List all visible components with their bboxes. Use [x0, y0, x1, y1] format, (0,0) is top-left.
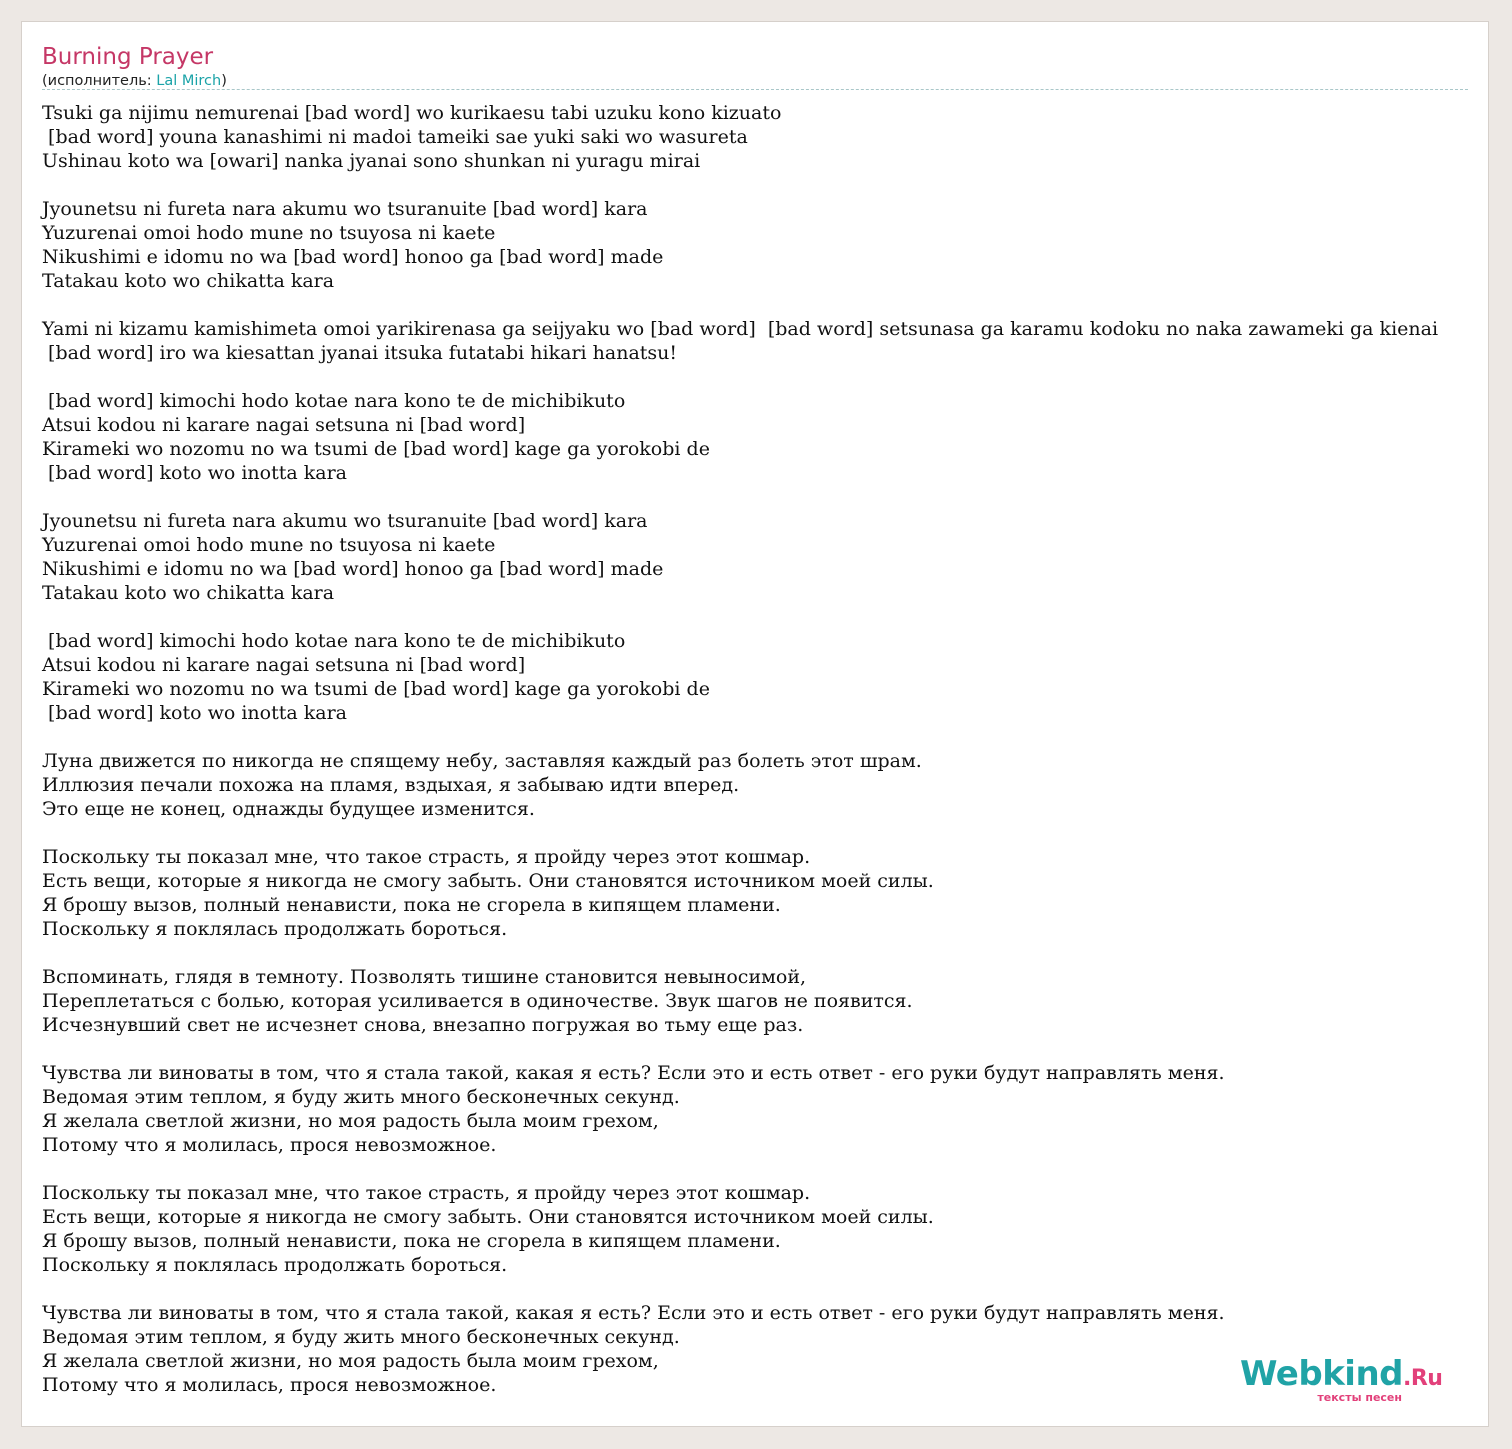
- header-divider: [42, 89, 1468, 90]
- lyrics-text: Tsuki ga nijimu nemurenai [bad word] wo kurikaesu tabi uzuku kono kizuato [bad word] youna kanashimi ni madoi tameiki sae yuki saki wo wasureta Ushinau koto wa [owari] nanka jyanai sono shunkan ni yuragu mirai Jyounetsu ni fureta nara akumu wo tsuranuite [bad word] kara Yuzurenai omoi hodo mune no tsuyosa ni kaete Nikushimi e idomu no wa [bad word] honoo ga [bad word] made Tatakau koto wo chikatta kara Yami ni kizamu kamishimeta omoi yarikirenasa ga seijyaku wo [bad word] [bad word] setsunasa ga karamu kodoku no naka zawameki ga kienai [bad word] iro wa kiesattan jyanai itsuka futatabi hikari hanatsu! [bad word] kimochi hodo kotae nara kono te de michibikuto Atsui kodou ni karare nagai setsuna ni [bad word] Kirameki wo nozomu no wa tsumi de [bad word] kage ga yorokobi de [bad word] koto wo inotta kara Jyounetsu ni fureta nara akumu wo tsuranuite [bad word] kara Yuzurenai omoi hodo mune no tsuyosa ni kaete Nikushimi e idomu no wa [bad word] honoo ga [bad word] made Tatakau koto wo chikatta kara [bad word] kimochi hodo kotae nara kono te de michibikuto Atsui kodou ni karare nagai setsuna ni [bad word] Kirameki wo nozomu no wa tsumi de [bad word] kage ga yorokobi de [bad word] koto wo inotta kara Луна движется по никогда не спящему небу, заставляя каждый раз болеть этот шрам. Иллюзия печали похожа на пламя, вздыхая, я забываю идти вперед. Это еще не конец, однажды будущее изменится. Поскольку ты показал мне, что такое страсть, я пройду через этот кошмар. Есть вещи, которые я никогда не смогу забыть. Они становятся источником моей силы. Я брошу вызов, полный ненависти, пока не сгорела в кипящем пламени. Поскольку я поклялась продолжать бороться. Вспоминать, глядя в темноту. Позволять тишине становится невыносимой, Переплетаться с болью, которая усиливается в одиночестве. Звук шагов не появится. Исчезнувший свет не исчезнет снова, внезапно погружая во тьму еще раз. Чувства ли виноваты в том, что я стала такой, какая я есть? Если это и есть ответ - его руки будут направлять меня. Ведомая этим теплом, я буду жить много бесконечных секунд. Я желала светлой жизни, но моя радость была моим грехом, Потому что я молилась, прося невозможное. Поскольку ты показал мне, что такое страсть, я пройду через этот кошмар. Есть вещи, которые я никогда не смогу забыть. Они становятся источником моей силы. Я брошу вызов, полный ненависти, пока не сгорела в кипящем пламени. Поскольку я поклялась продолжать бороться. Чувства ли виноваты в том, что я стала такой, какая я есть? Если это и есть ответ - его руки будут направлять меня. Ведомая этим теплом, я буду жить много бесконечных секунд. Я желала светлой жизни, но моя радость была моим грехом, Потому что я молилась, прося невозможное.: [42, 102, 1439, 1396]
- logo-tagline: тексты песен: [1317, 1391, 1402, 1404]
- artist-prefix: (исполнитель:: [42, 73, 157, 89]
- logo-tld: .Ru: [1403, 1366, 1443, 1391]
- site-logo[interactable]: [1240, 1354, 1443, 1404]
- logo-name: Webkind: [1240, 1354, 1403, 1394]
- song-title: Burning Prayer: [42, 44, 214, 70]
- artist-suffix: ): [221, 73, 227, 89]
- artist-link[interactable]: Lal Mirch: [156, 73, 222, 89]
- lyrics-card: [21, 21, 1489, 1427]
- artist-line: [42, 71, 227, 91]
